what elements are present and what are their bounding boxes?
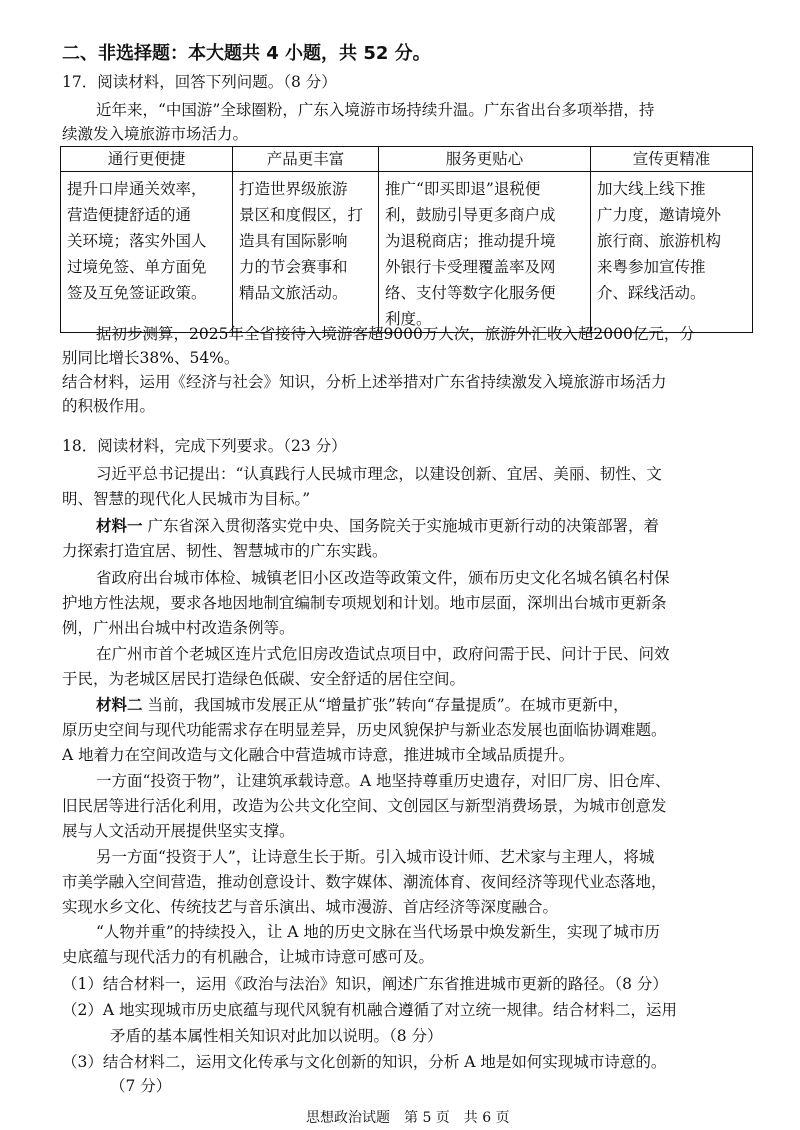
material-two-line: “人物并重”的持续投入，让 A 地的历史文脉在当代场景中焕发新生，实现了城市历 — [96, 923, 660, 941]
cell-line: 介、踩线活动。 — [597, 284, 706, 302]
q17-text-line: 据初步测算，2025年全省接待入境游客超9000万人次，旅游外汇收入超2000亿元，分 — [96, 325, 695, 343]
table-header-row — [61, 147, 753, 172]
question-item: 矛盾的基本属性相关知识对此加以说明。（8 分） — [110, 1027, 443, 1045]
material-one-line: 例，广州出台城中村改造条例等。 — [62, 619, 295, 637]
q17-text-line: 结合材料，运用《经济与社会》知识，分析上述举措对广东省持续激发入境旅游市场活力 — [62, 373, 667, 391]
table-row — [61, 172, 753, 333]
material-two-line: 史底蕴与现代活力的有机融合，让城市诗意可感可及。 — [62, 948, 435, 966]
table-header: 服务更贴心 — [379, 147, 591, 172]
table-header: 产品更丰富 — [233, 147, 379, 172]
page-footer: 思想政治试题 第 5 页 共 6 页 — [306, 1110, 510, 1126]
material-two-label: 材料二 — [96, 696, 143, 714]
material-two-line: 展与人文活动开展提供坚实支撑。 — [62, 822, 295, 840]
cell-line: 签及互免签证政策。 — [67, 284, 207, 302]
material-two-line: 一方面“投资于物”，让建筑承载诗意。A 地坚持尊重历史遗存，对旧厂房、旧仓库、 — [96, 772, 671, 790]
cell-line: 旅行商、旅游机构 — [597, 232, 722, 250]
material-one-line: 力探索打造宜居、韧性、智慧城市的广东实践。 — [62, 542, 388, 560]
material-one-line: 在广州市首个老城区连片式危旧房改造试点项目中，政府问需于民、问计于民、问效 — [96, 645, 670, 663]
cell-line: 力的节会赛事和 — [239, 258, 348, 276]
cell-line: 加大线上线下推 — [597, 180, 706, 198]
question-item: （2）A 地实现城市历史底蕴与现代风貌有机融合遵循了对立统一规律。结合材料二，运用 — [62, 1001, 677, 1019]
cell-line: 来粤参加宣传推 — [597, 258, 706, 276]
cell-line: 利度。 — [385, 310, 432, 328]
q18-quote-line: 习近平总书记提出：“认真践行人民城市理念，以建设创新、宜居、美丽、韧性、文 — [96, 465, 662, 483]
q18-title: 18．阅读材料，完成下列要求。（23 分） — [62, 437, 347, 455]
cell-line: 打造世界级旅游 — [239, 180, 348, 198]
cell-line: 为退税商店；推动提升境 — [385, 232, 556, 250]
cell-line: 利，鼓励引导更多商户成 — [385, 206, 556, 224]
q17-text-line: 别同比增长38%、54%。 — [62, 349, 240, 367]
material-one-text: 广东省深入贯彻落实党中央、国务院关于实施城市更新行动的决策部署，着 — [142, 517, 659, 535]
question-item: （7 分） — [110, 1077, 172, 1095]
table-cell — [233, 172, 379, 333]
cell-line: 精品文旅活动。 — [239, 284, 348, 302]
q17-text-line: 的积极作用。 — [62, 397, 156, 415]
table-cell — [591, 172, 753, 333]
q17-title: 17．阅读材料，回答下列问题。（8 分） — [62, 73, 337, 91]
question-item: （3）结合材料二，运用文化传承与文化创新的知识，分析 A 地是如何实现城市诗意的。 — [62, 1053, 667, 1071]
q17-intro-line: 近年来，“中国游”全球圈粉，广东入境游市场持续升温。广东省出台多项举措，持 — [96, 101, 655, 119]
q17-intro-line: 续激发入境旅游市场活力。 — [62, 125, 249, 143]
cell-line: 关环境；落实外国人 — [67, 232, 207, 250]
table-header: 宣传更精准 — [591, 147, 753, 172]
material-one-line: 于民，为老城区居民打造绿色低碳、安全舒适的居住空间。 — [62, 670, 466, 688]
cell-line: 提升口岸通关效率， — [67, 180, 207, 198]
cell-line: 景区和度假区，打 — [239, 206, 364, 224]
section-heading: 二、非选择题：本大题共 4 小题，共 52 分。 — [62, 43, 431, 64]
material-two-line: 旧民居等进行活化利用，改造为公共文化空间、文创园区与新型消费场景，为城市创意发 — [62, 797, 667, 815]
material-one-line: 省政府出台城市体检、城镇老旧小区改造等政策文件，颁布历史文化名城名镇名村保 — [96, 569, 670, 587]
material-one-line: 护地方性法规，要求各地因地制宜编制专项规划和计划。地市层面，深圳出台城市更新条 — [62, 594, 667, 612]
cell-line: 络、支付等数字化服务便 — [385, 284, 556, 302]
material-two-line: 实现水乡文化、传统技艺与音乐演出、城市漫游、首店经济等深度融合。 — [62, 898, 559, 916]
material-two-line: 市美学融入空间营造，推动创意设计、数字媒体、潮流体育、夜间经济等现代业态落地， — [62, 873, 667, 891]
material-two-text: 当前，我国城市发展正从“增量扩张”转向“存量提质”。在城市更新中， — [142, 696, 629, 714]
material-two-line: 原历史空间与现代功能需求存在明显差异，历史风貌保护与新业态发展也面临协调难题。 — [62, 721, 667, 739]
material-one-first-line — [96, 516, 659, 536]
cell-line: 外银行卡受理覆盖率及网 — [385, 258, 556, 276]
material-two-first-line — [96, 695, 629, 715]
cell-line: 推广“即买即退”退税便 — [385, 180, 541, 198]
cell-line: 造具有国际影响 — [239, 232, 348, 250]
question-item: （1）结合材料一，运用《政治与法治》知识，阐述广东省推进城市更新的路径。（8 分） — [62, 975, 668, 993]
table-cell — [379, 172, 591, 333]
q18-quote-line: 明、智慧的现代化人民城市为目标。” — [62, 490, 311, 508]
measures-table — [60, 146, 753, 333]
table-header: 通行更便捷 — [61, 147, 233, 172]
material-two-line: A 地着力在空间改造与文化融合中营造城市诗意，推进城市全域品质提升。 — [62, 746, 575, 764]
cell-line: 广力度，邀请境外 — [597, 206, 722, 224]
table-cell — [61, 172, 233, 333]
cell-line: 营造便捷舒适的通 — [67, 206, 192, 224]
material-one-label: 材料一 — [96, 517, 143, 535]
cell-line: 过境免签、单方面免 — [67, 258, 207, 276]
material-two-line: 另一方面“投资于人”，让诗意生长于斯。引入城市设计师、艺术家与主理人，将城 — [96, 848, 655, 866]
